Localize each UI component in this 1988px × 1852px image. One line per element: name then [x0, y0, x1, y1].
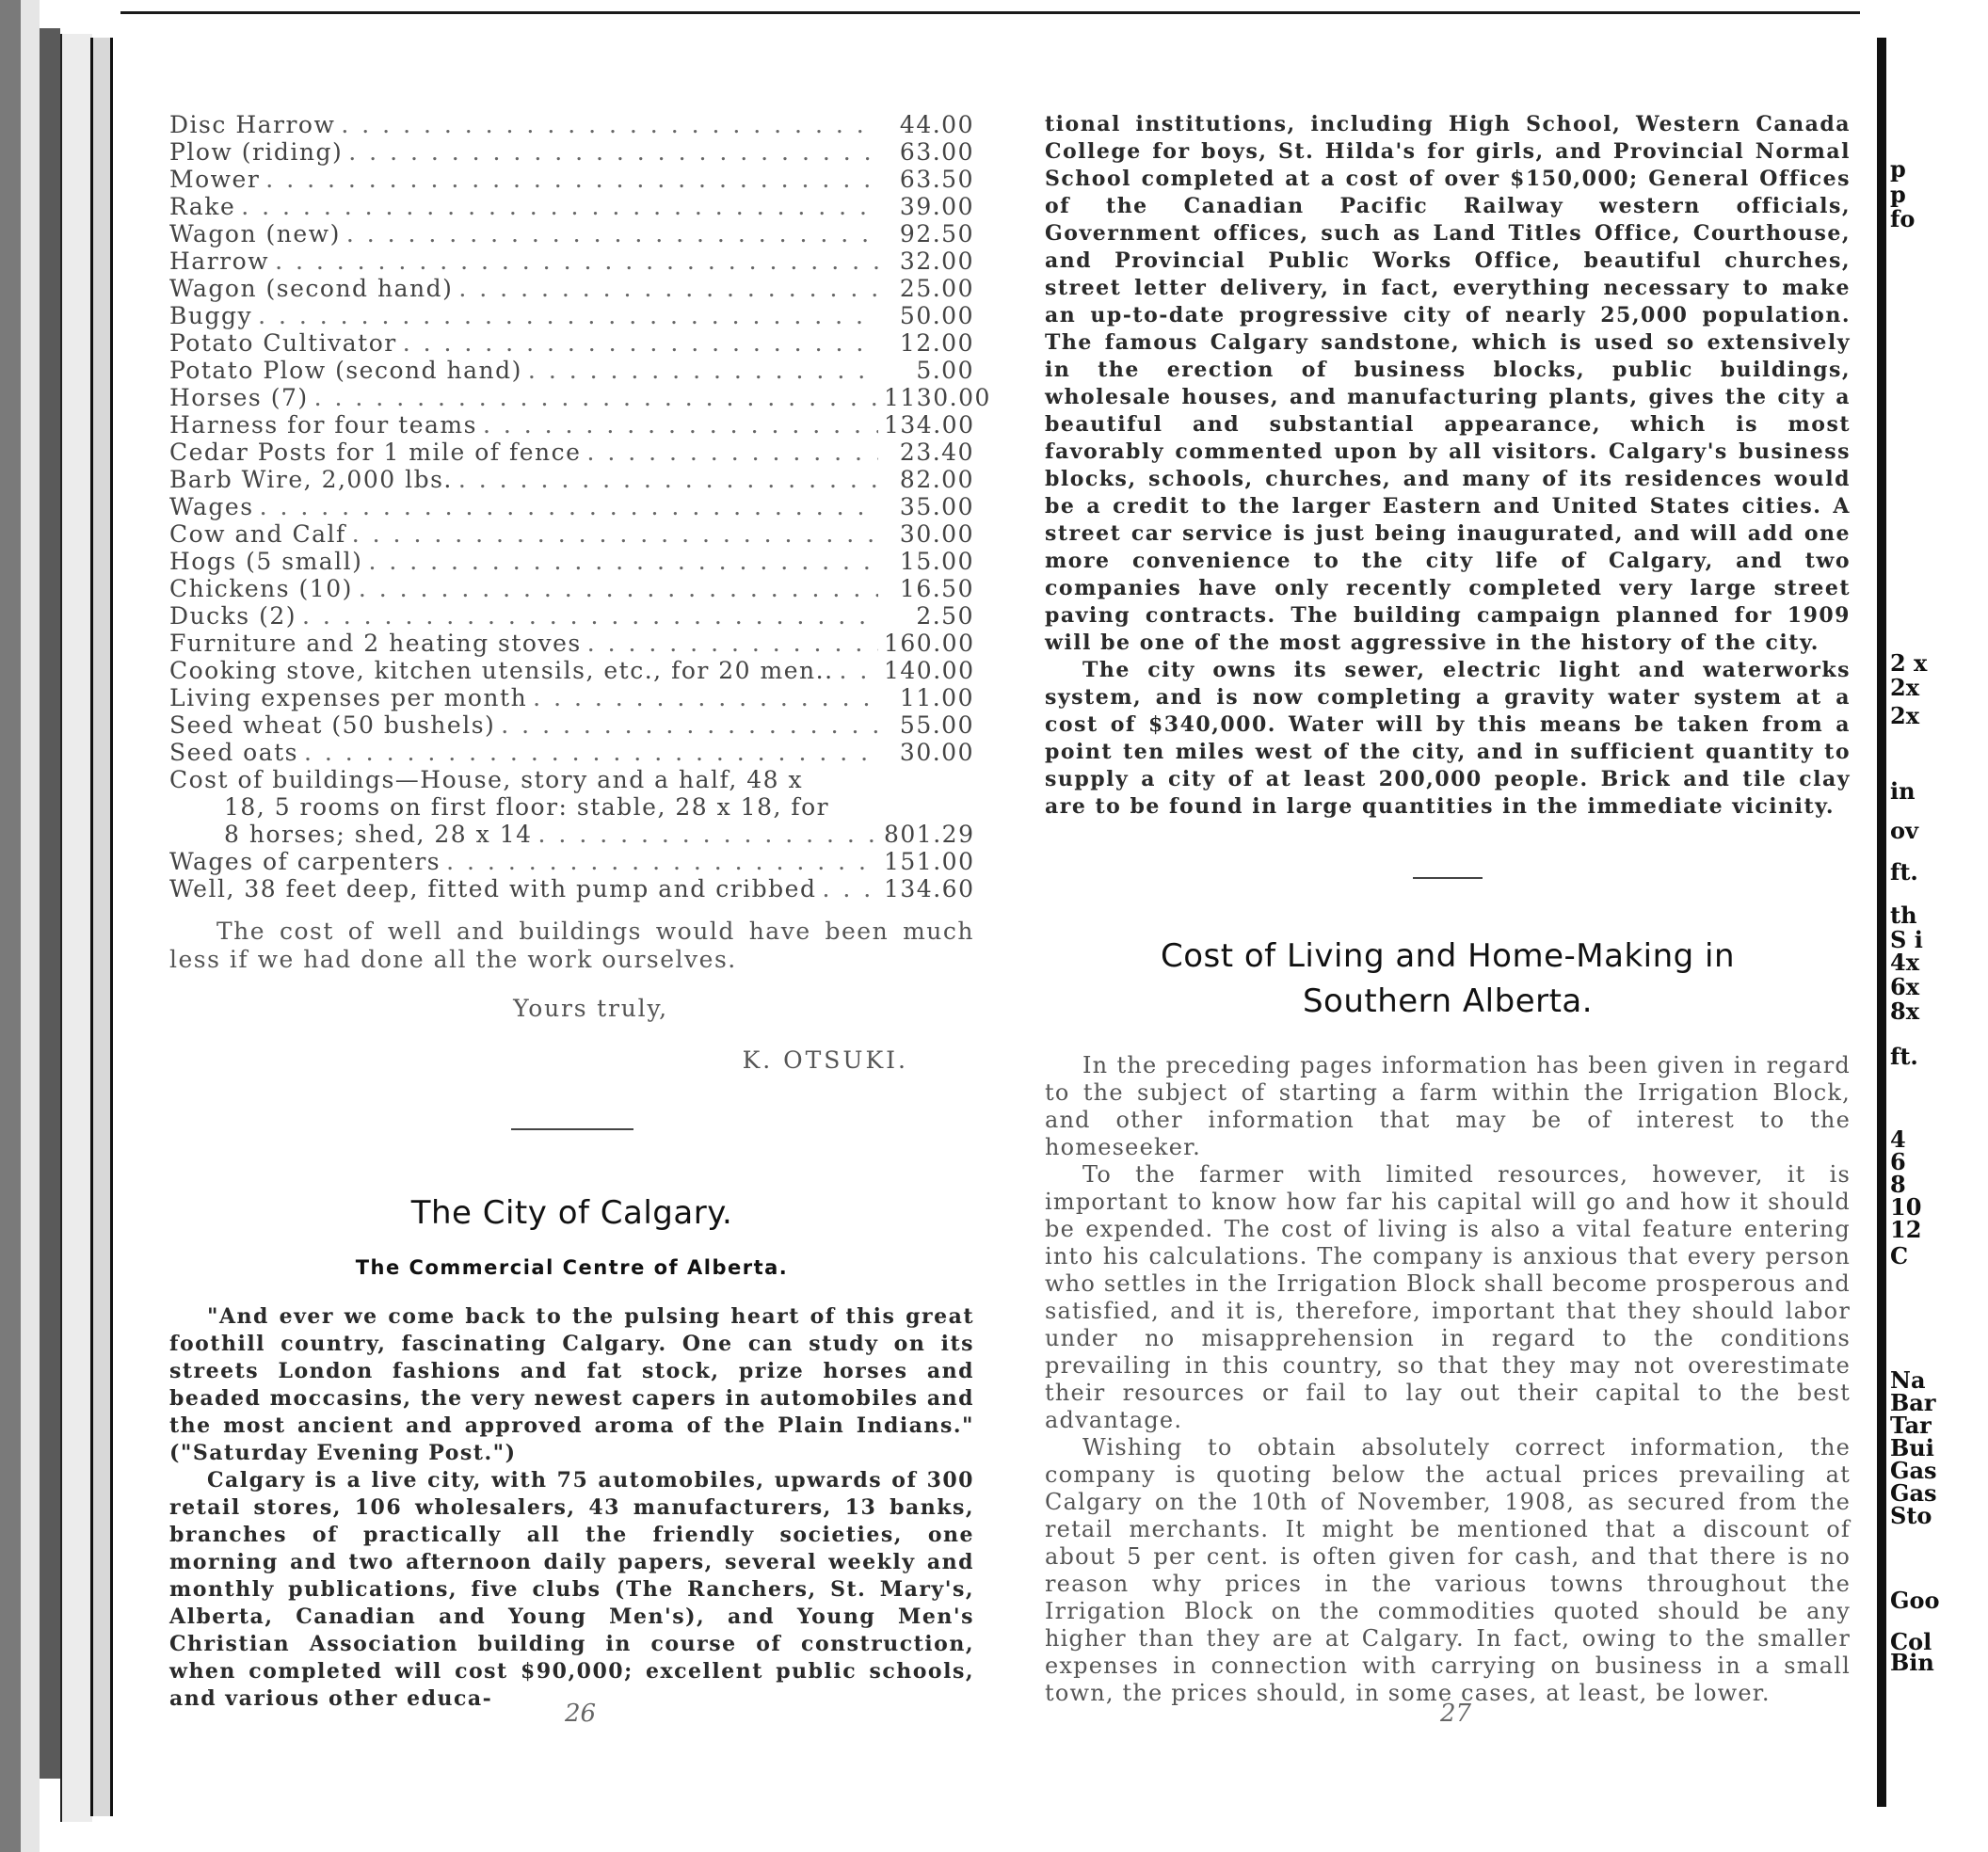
- ledger-row: [169, 520, 974, 548]
- ledger-amount: 12.00: [899, 329, 974, 357]
- ledger-item: Well, 38 feet deep, fitted with pump and cribbed: [169, 875, 817, 902]
- next-page-shadow: [1877, 38, 1886, 1807]
- binding-strip: [60, 34, 92, 1822]
- ledger-item: Chickens (10): [169, 575, 353, 602]
- ledger-amount: 63.00: [899, 138, 974, 166]
- next-page-edge: [1869, 11, 1988, 1837]
- ledger-amount: 140.00: [884, 657, 975, 684]
- cost-of-living-title-line1: Cost of Living and Home-Making in: [1160, 937, 1736, 975]
- right-page-column: [1045, 111, 1851, 1707]
- next-page-fragment: p: [1890, 155, 1906, 183]
- ledger-amount: 35.00: [899, 493, 974, 520]
- calgary-paragraph: Calgary is a live city, with 75 automobiles, upwards of 300 retail stores, 106 wholesalers, 43 manufacturers, 13 banks, branches of practically all the friendly societies, one morning and two afternoon daily papers, several weekly and monthly publications, five clubs (The Ranchers, St. Mary's, Alberta, Canadian and Young Men's), and Young Men's Christian Association building in course of construction, when completed will cost $90,000; excellent public schools, and various other educa-: [169, 1468, 974, 1711]
- ledger-row: [169, 602, 974, 630]
- ledger-row: [169, 711, 974, 739]
- ledger-item: Wages: [169, 493, 254, 520]
- ledger-item: Potato Plow (second hand): [169, 357, 522, 384]
- next-page-fragment: th: [1890, 902, 1917, 929]
- letter-closing: Yours truly,: [513, 995, 668, 1022]
- ledger-amount: 134.00: [884, 411, 975, 439]
- buildings-line1: Cost of buildings—House, story and a half, 48 x: [169, 766, 804, 793]
- ledger-item: Rake: [169, 193, 236, 220]
- buildings-entry: [169, 766, 974, 848]
- next-page-fragment: S i: [1890, 926, 1923, 953]
- ledger-row: [169, 302, 974, 329]
- ledger-item: Cooking stove, kitchen utensils, etc., for 20 men..: [169, 657, 834, 684]
- ledger-amount: 16.50: [899, 575, 974, 602]
- next-page-fragment: 6x: [1890, 973, 1920, 1000]
- ledger-item: Harness for four teams: [169, 411, 477, 439]
- ledger-item: Cow and Calf: [169, 520, 346, 548]
- ledger-amount: 25.00: [899, 275, 974, 302]
- ledger-row: [169, 630, 974, 657]
- ledger-row: [169, 411, 974, 439]
- ledger-amount: 151.00: [884, 848, 975, 875]
- ledger-item: Ducks (2): [169, 602, 297, 630]
- ledger-amount: 134.60: [884, 875, 975, 902]
- ledger-row: [169, 439, 974, 466]
- ledger-row: [169, 575, 974, 602]
- ledger-row: [169, 357, 974, 384]
- ledger-row: [169, 275, 974, 302]
- ledger-amount: 63.50: [899, 166, 974, 193]
- ledger-row: [169, 848, 974, 875]
- letter-signature: K. OTSUKI.: [742, 1046, 908, 1074]
- calgary-paragraph: The city owns its sewer, electric light and waterworks system, and is now completing a gravity water system at a cost of $340,000. Water will by this means be taken from a point ten miles west of the city, and in sufficient quantity to supply a city of at least 200,000 people. Brick and tile clay are to be found in large quantities in the immediate vicinity.: [1045, 658, 1851, 819]
- ledger-row: [169, 684, 974, 711]
- next-page-fragment: 8: [1890, 1171, 1906, 1198]
- ledger-row: [169, 493, 974, 520]
- ledger-row: [169, 739, 974, 766]
- ledger-row: [169, 247, 974, 275]
- ledger-item: Buggy: [169, 302, 253, 329]
- ledger-amount: 50.00: [899, 302, 974, 329]
- ledger-amount: 5.00: [916, 357, 974, 384]
- next-page-fragment: Col: [1890, 1628, 1932, 1655]
- calgary-paragraph: "And ever we come back to the pulsing heart of this great foothill country, fascinating Calgary. One can study on its streets London fashions and fat stock, prize horses and beaded moccasins, the very newest capers in automobiles and the most ancient and approved aroma of the Plain Indians." ("Saturday Evening Post."): [169, 1304, 974, 1465]
- ledger-row: [169, 138, 974, 166]
- cost-note: The cost of well and buildings would have been much less if we had done all the work ourselves.: [169, 918, 974, 973]
- next-page-fragment: Gas: [1890, 1457, 1937, 1484]
- cost-of-living-title: [1045, 934, 1851, 1024]
- buildings-line2: 18, 5 rooms on first floor: stable, 28 x 18, for: [224, 793, 830, 821]
- next-page-fragment: 2x: [1890, 674, 1920, 701]
- expense-ledger-tail: [169, 848, 974, 902]
- ledger-amount: 55.00: [899, 711, 974, 739]
- next-page-fragment: 2x: [1890, 702, 1920, 729]
- ledger-item: Wagon (new): [169, 220, 341, 247]
- ledger-item: Hogs (5 small): [169, 548, 363, 575]
- ledger-amount: 2.50: [916, 602, 974, 630]
- ledger-row: [169, 657, 974, 684]
- buildings-amount: 801.29: [884, 821, 975, 848]
- expense-ledger: [169, 111, 991, 766]
- next-page-fragment: Sto: [1890, 1502, 1932, 1529]
- section-divider: [1413, 877, 1483, 879]
- ledger-item: Cedar Posts for 1 mile of fence: [169, 439, 582, 466]
- ledger-item: Barb Wire, 2,000 lbs.: [169, 466, 453, 493]
- ledger-row: [169, 466, 974, 493]
- calgary-title: The City of Calgary.: [410, 1194, 733, 1232]
- page-number-right: 27: [1440, 1700, 1472, 1728]
- ledger-amount: 92.50: [899, 220, 974, 247]
- next-page-fragment: in: [1890, 777, 1916, 805]
- ledger-amount: 23.40: [899, 439, 974, 466]
- next-page-fragment: 4x: [1890, 949, 1920, 976]
- next-page-fragment: Bar: [1890, 1389, 1936, 1416]
- ledger-row: [169, 166, 974, 193]
- left-page-column: [169, 111, 991, 1713]
- ledger-item: Plow (riding): [169, 138, 344, 166]
- cost-of-living-title-line2: Southern Alberta.: [1302, 982, 1594, 1020]
- ledger-item: Harrow: [169, 247, 270, 275]
- page-number-left: 26: [565, 1700, 597, 1728]
- next-page-fragment: Bin: [1890, 1649, 1934, 1676]
- ledger-row: [169, 193, 974, 220]
- ledger-amount: 82.00: [899, 466, 974, 493]
- next-page-fragment: 8x: [1890, 998, 1920, 1025]
- next-page-fragment: Gas: [1890, 1479, 1937, 1507]
- ledger-item: Living expenses per month: [169, 684, 528, 711]
- ledger-amount: 11.00: [899, 684, 974, 711]
- ledger-row: [169, 875, 974, 902]
- next-page-fragment: Goo: [1890, 1587, 1940, 1614]
- next-page-fragment: ft.: [1890, 858, 1918, 886]
- ledger-item: Furniture and 2 heating stoves: [169, 630, 582, 657]
- ledger-amount: 30.00: [899, 520, 974, 548]
- ledger-amount: 30.00: [899, 739, 974, 766]
- ledger-row: [169, 329, 974, 357]
- calgary-paragraph: tional institutions, including High School, Western Canada College for boys, St. Hilda's for girls, and Provincial Normal School completed at a cost of over $150,000; General Offices of the Canadian Pacific Railway western officials, Government offices, such as Land Titles Office, Courthouse, and Provincial Public Works Office, beautiful churches, street letter delivery, in fact, everything necessary to make an up-to-date progressive city of nearly 25,000 population. The famous Calgary sandstone, which is used so extensively in the erection of business blocks, public buildings, wholesale houses, and manufacturing plants, gives the city a beautiful and substantial appearance, which is most favorably commented upon by all visitors. Calgary's business blocks, schools, churches, and many of its residences would be a credit to the larger Eastern and United States cities. A street car service is just being inaugurated, and will add one more convenience to the city life of Calgary, and two companies have only recently completed very large street paving contracts. The building campaign planned for 1909 will be one of the most aggressive in the history of the city.: [1045, 112, 1851, 655]
- ledger-row: [169, 384, 991, 411]
- ledger-row: [169, 220, 974, 247]
- buildings-line3: 8 horses; shed, 28 x 14: [224, 821, 533, 848]
- binding-strip: [40, 28, 60, 1779]
- next-page-fragment: 6: [1890, 1148, 1906, 1175]
- next-page-fragment: p: [1890, 181, 1906, 208]
- calgary-body-continued: [1045, 111, 1851, 821]
- ledger-item: Horses (7): [169, 384, 309, 411]
- cost-of-living-paragraph: To the farmer with limited resources, however, it is important to know how far his capital will go and how it should be expended. The cost of living is also a vital feature entering into his calculations. The company is anxious that every person who settles in the Irrigation Block shall become prosperous and satisfied, and it is, therefore, important that they should labor under no misapprehension in regard to the conditions prevailing in this country, so that they may not overestimate their resources or fail to lay out their capital to the best advantage.: [1045, 1161, 1851, 1433]
- ledger-item: Disc Harrow: [169, 111, 336, 138]
- ledger-row: [169, 111, 974, 138]
- ledger-item: Wages of carpenters: [169, 848, 441, 875]
- ledger-item: Potato Cultivator: [169, 329, 397, 357]
- next-page-fragment: 10: [1890, 1193, 1922, 1221]
- cost-of-living-paragraph: In the preceding pages information has been given in regard to the subject of starting a farm within the Irrigation Block, and other information that may be of interest to the homeseeker.: [1045, 1052, 1851, 1160]
- ledger-amount: 160.00: [884, 630, 975, 657]
- calgary-subtitle: The Commercial Centre of Alberta.: [355, 1256, 789, 1279]
- ledger-amount: 15.00: [899, 548, 974, 575]
- next-page-fragment: ov: [1890, 817, 1918, 844]
- calgary-body: [169, 1303, 974, 1713]
- ledger-amount: 1130.00: [884, 384, 991, 411]
- ledger-amount: 39.00: [899, 193, 974, 220]
- next-page-fragment: fo: [1890, 205, 1916, 232]
- next-page-fragment: 4: [1890, 1126, 1906, 1153]
- next-page-fragment: Tar: [1890, 1412, 1932, 1439]
- next-page-fragment: 12: [1890, 1216, 1922, 1243]
- next-page-fragment: 2 x: [1890, 649, 1928, 677]
- next-page-fragment: ft.: [1890, 1043, 1918, 1070]
- cost-of-living-paragraph: Wishing to obtain absolutely correct information, the company is quoting below the actual prices prevailing at Calgary on the 10th of November, 1908, as secured from the retail merchants. It might be mentioned that a discount of about 5 per cent. is often given for cash, and that there is no reason why prices in the various towns throughout the Irrigation Block on the commodities quoted should be any higher than they are at Calgary. In fact, owing to the smaller expenses in connection with carrying on business in a small town, the prices should, in some cases, at least, be lower.: [1045, 1434, 1851, 1706]
- ledger-item: Mower: [169, 166, 261, 193]
- binding-outer: [0, 0, 21, 1852]
- ledger-amount: 44.00: [899, 111, 974, 138]
- cost-of-living-body: [1045, 1052, 1851, 1707]
- binding-strip: [21, 0, 40, 1852]
- ledger-row: [169, 548, 974, 575]
- ledger-item: Wagon (second hand): [169, 275, 454, 302]
- ledger-item: Seed wheat (50 bushels): [169, 711, 496, 739]
- next-page-fragment: Na: [1890, 1366, 1926, 1394]
- binding-strip: [90, 38, 113, 1816]
- ledger-item: Seed oats: [169, 739, 298, 766]
- next-page-fragment: C: [1890, 1242, 1909, 1269]
- section-divider: [511, 1128, 633, 1130]
- ledger-amount: 32.00: [899, 247, 974, 275]
- next-page-fragment: Bui: [1890, 1434, 1934, 1461]
